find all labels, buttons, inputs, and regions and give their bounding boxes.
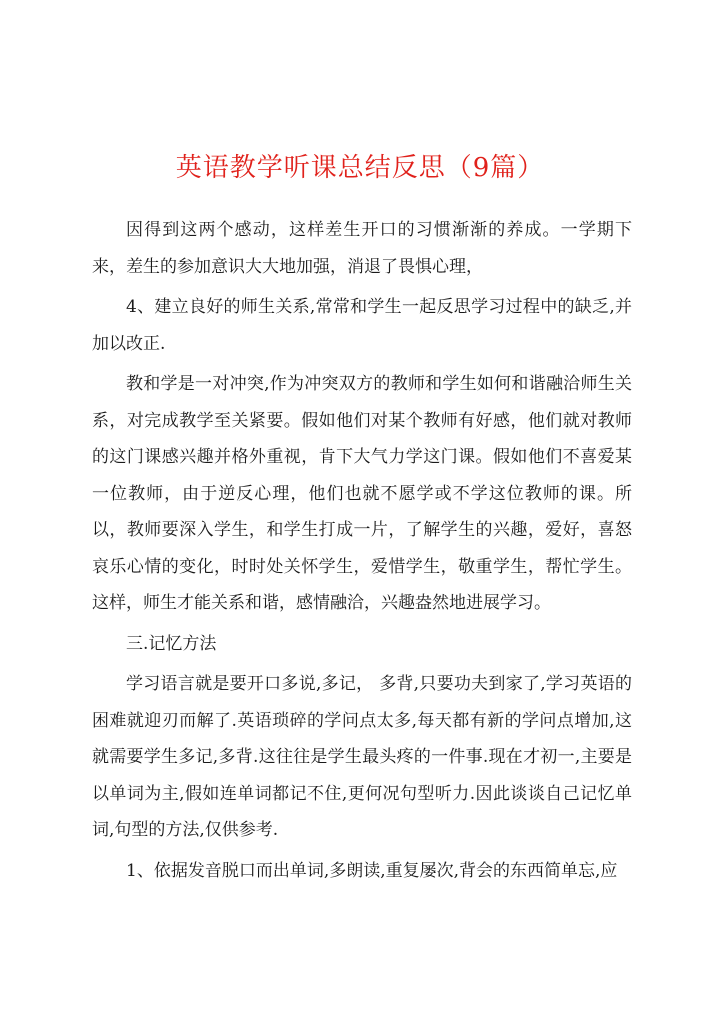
paragraph-language-learning: 学习语言就是要开口多说,多记， 多背,只要功夫到家了,学习英语的困难就迎刃而解了.英语琐碎的学问点太多,每天都有新的学问点增加,这就需要学生多记,多背.这往往是学生最头疼的一件事.现在才初一,主要是以单词为主,假如连单词都记不住,更何况句型听力.因此谈谈自己记忆单词,句型的方法,仅供参考. <box>92 674 632 840</box>
document-body <box>92 212 632 893</box>
section-heading-memory-methods: 三.记忆方法 <box>126 633 217 654</box>
paragraph-pronunciation-method: 1、依据发音脱口而出单词,多朗读,重复屡次,背会的东西简单忘,应 <box>126 860 618 881</box>
paragraph-harmony: 教和学是一对冲突,作为冲突双方的教师和学生如何和谐融洽师生关系，对完成教学至关紧要。假如他们对某个教师有好感，他们就对教师的这门课感兴趣并格外重视，肯下大气力学这门课。假如他们不喜爱某一位教师，由于逆反心理，他们也就不愿学或不学这位教师的课。所以，教师要深入学生，和学生打成一片，了解学生的兴趣，爱好，喜怒哀乐心情的变化，时时处关怀学生，爱惜学生，敬重学生，帮忙学生。这样，师生才能关系和谐，感情融洽，兴趣盎然地进展学习。 <box>92 374 632 613</box>
paragraph-teacher-student-relationship: 4、建立良好的师生关系,常常和学生一起反思学习过程中的缺乏,并加以改正. <box>92 297 632 354</box>
paragraph-encouragement: 因得到这两个感动，这样差生开口的习惯渐渐的养成。一学期下来，差生的参加意识大大地加强，消退了畏惧心理， <box>92 220 632 277</box>
document-title: 英语教学听课总结反思（9篇） <box>175 153 545 183</box>
